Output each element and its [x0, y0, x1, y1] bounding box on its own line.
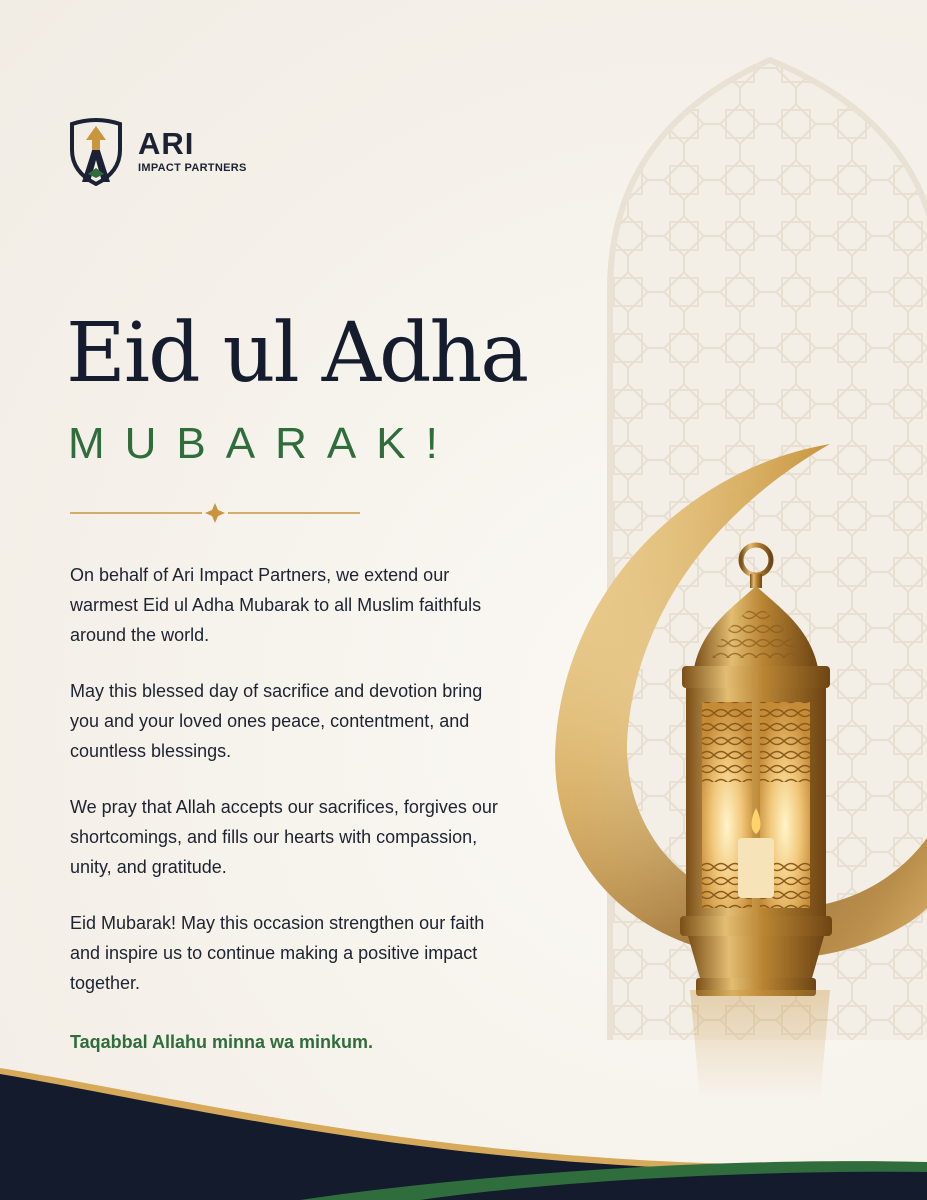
star-divider-icon — [70, 502, 360, 524]
paragraph-3: We pray that Allah accepts our sacrifices, forgives our shortcomings, and fills our hearts with compassion, unity, and gratitude. — [70, 797, 498, 877]
paragraph-4: Eid Mubarak! May this occasion strengthen our faith and inspire us to continue making a positive impact together. — [70, 913, 485, 993]
headline: Eid ul Adha — [66, 306, 528, 401]
lantern-icon — [672, 538, 840, 1008]
subheadline: MUBARAK! — [68, 419, 458, 468]
paragraph-2: May this blessed day of sacrifice and devotion bring you and your loved ones peace, contentment, and countless blessings. — [70, 681, 483, 761]
brand-name: ARI — [138, 126, 195, 161]
signoff: Taqabbal Allahu minna wa minkum. — [70, 1032, 374, 1052]
paragraph-1: On behalf of Ari Impact Partners, we extend our warmest Eid ul Adha Mubarak to all Muslim faithfuls around the world. — [70, 565, 482, 645]
brand-logo — [66, 116, 247, 186]
brand-subtitle: IMPACT PARTNERS — [138, 162, 247, 174]
ari-logo-icon — [66, 116, 126, 186]
message-body — [70, 560, 510, 1024]
footer-wave-decoration — [0, 1050, 927, 1200]
